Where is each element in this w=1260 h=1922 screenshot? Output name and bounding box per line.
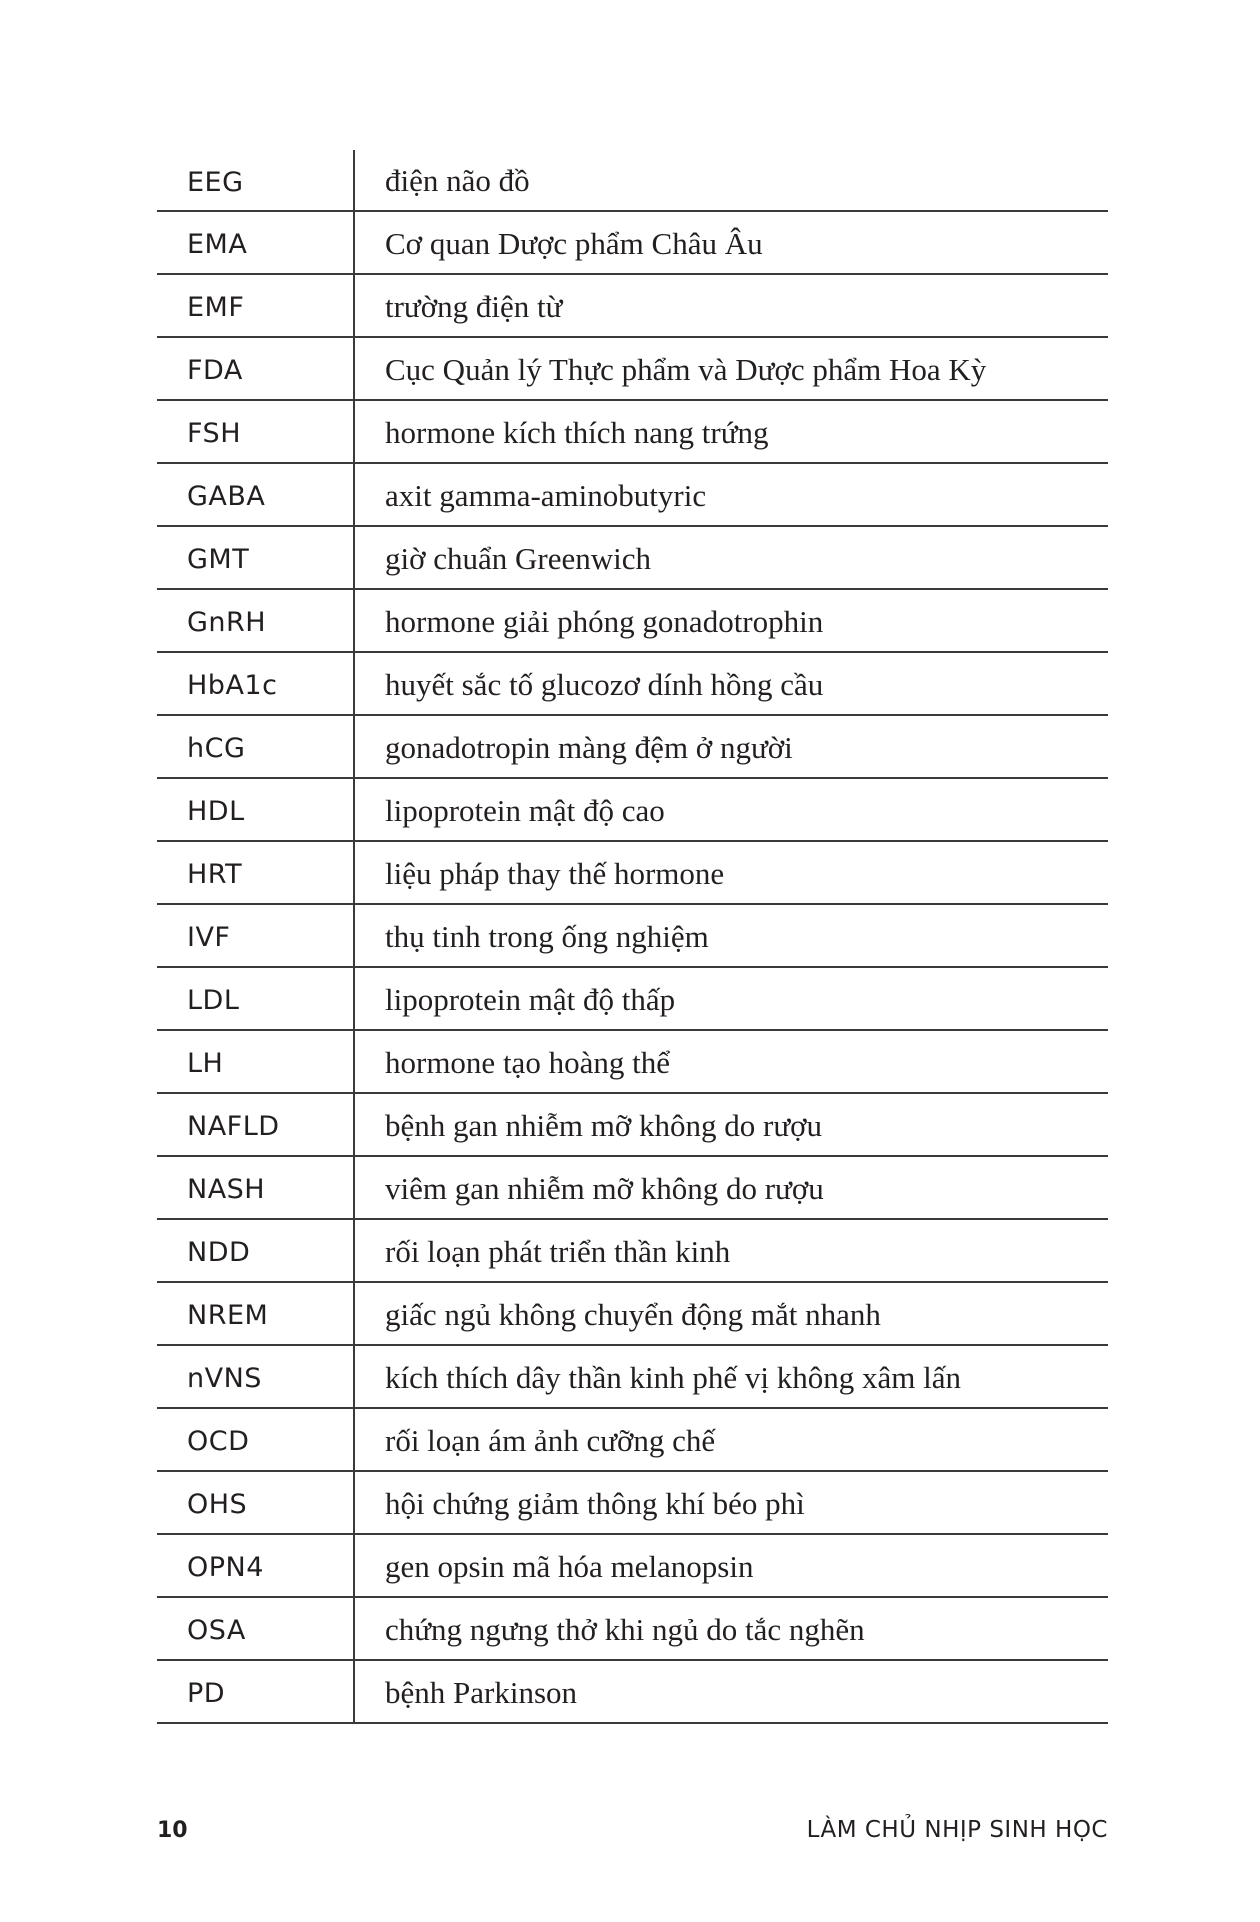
column-divider (353, 212, 355, 275)
column-divider (353, 338, 355, 401)
column-divider (353, 527, 355, 590)
meaning-cell: hormone kích thích nang trứng (385, 414, 769, 450)
page-footer (157, 1813, 1108, 1847)
table-row (157, 401, 1108, 464)
abbreviation-cell: IVF (187, 922, 231, 953)
abbreviation-cell: LH (187, 1048, 224, 1079)
column-divider (353, 968, 355, 1031)
table-row (157, 779, 1108, 842)
abbreviation-cell: NDD (187, 1237, 251, 1268)
abbreviation-cell: nVNS (187, 1363, 262, 1394)
meaning-cell: bệnh Parkinson (385, 1674, 578, 1710)
table-row (157, 1661, 1108, 1724)
meaning-cell: hội chứng giảm thông khí béo phì (385, 1485, 805, 1521)
table-row (157, 275, 1108, 338)
column-divider (353, 1220, 355, 1283)
abbreviation-cell: NAFLD (187, 1111, 280, 1142)
table-row (157, 842, 1108, 905)
table-row (157, 1094, 1108, 1157)
meaning-cell: rối loạn phát triển thần kinh (385, 1233, 731, 1269)
table-row (157, 1346, 1108, 1409)
meaning-cell: giấc ngủ không chuyển động mắt nhanh (385, 1296, 881, 1332)
column-divider (353, 1598, 355, 1661)
abbreviation-cell: NREM (187, 1300, 269, 1331)
column-divider (353, 1346, 355, 1409)
meaning-cell: thụ tinh trong ống nghiệm (385, 918, 709, 954)
abbreviation-cell: HDL (187, 796, 245, 827)
column-divider (353, 464, 355, 527)
table-row (157, 1472, 1108, 1535)
column-divider (353, 779, 355, 842)
column-divider (353, 150, 355, 212)
table-row (157, 338, 1108, 401)
abbreviation-cell: GABA (187, 481, 266, 512)
column-divider (353, 1094, 355, 1157)
abbreviation-cell: hCG (187, 733, 246, 764)
table-row (157, 968, 1108, 1031)
table-row (157, 905, 1108, 968)
meaning-cell: lipoprotein mật độ cao (385, 792, 665, 828)
column-divider (353, 716, 355, 779)
abbreviation-table (157, 150, 1108, 1724)
abbreviation-cell: FSH (187, 418, 241, 449)
abbreviation-cell: OHS (187, 1489, 248, 1520)
column-divider (353, 653, 355, 716)
column-divider (353, 842, 355, 905)
column-divider (353, 1031, 355, 1094)
abbreviation-cell: PD (187, 1678, 226, 1709)
abbreviation-cell: OCD (187, 1426, 250, 1457)
abbreviation-cell: HbA1c (187, 670, 278, 701)
table-row (157, 1157, 1108, 1220)
meaning-cell: Cục Quản lý Thực phẩm và Dược phẩm Hoa Kỳ (385, 351, 987, 387)
abbreviation-cell: GnRH (187, 607, 267, 638)
table-row (157, 1535, 1108, 1598)
abbreviation-cell: FDA (187, 355, 243, 386)
abbreviation-cell: EEG (187, 166, 244, 198)
meaning-cell: bệnh gan nhiễm mỡ không do rượu (385, 1107, 823, 1143)
meaning-cell: viêm gan nhiễm mỡ không do rượu (385, 1170, 824, 1206)
running-title: LÀM CHỦ NHỊP SINH HỌC (806, 1817, 1108, 1843)
abbreviation-cell: OPN4 (187, 1552, 264, 1583)
abbreviation-cell: EMA (187, 229, 248, 260)
column-divider (353, 1535, 355, 1598)
table-row (157, 716, 1108, 779)
table-row (157, 653, 1108, 716)
abbreviation-cell: NASH (187, 1174, 266, 1205)
meaning-cell: gonadotropin màng đệm ở người (385, 729, 793, 765)
table-row (157, 1283, 1108, 1346)
table-row (157, 150, 1108, 212)
meaning-cell: chứng ngưng thở khi ngủ do tắc nghẽn (385, 1611, 865, 1647)
meaning-cell: Cơ quan Dược phẩm Châu Âu (385, 225, 763, 261)
meaning-cell: giờ chuẩn Greenwich (385, 540, 652, 576)
table-row (157, 1598, 1108, 1661)
abbreviation-cell: OSA (187, 1615, 246, 1646)
meaning-cell: kích thích dây thần kinh phế vị không xâm lấn (385, 1359, 961, 1395)
table-row (157, 590, 1108, 653)
abbreviation-cell: EMF (187, 292, 245, 323)
column-divider (353, 905, 355, 968)
meaning-cell: trường điện từ (385, 288, 563, 324)
column-divider (353, 1283, 355, 1346)
table-row (157, 1031, 1108, 1094)
column-divider (353, 590, 355, 653)
meaning-cell: điện não đồ (385, 163, 530, 198)
column-divider (353, 275, 355, 338)
meaning-cell: hormone giải phóng gonadotrophin (385, 603, 824, 639)
table-row (157, 527, 1108, 590)
meaning-cell: liệu pháp thay thế hormone (385, 855, 725, 891)
table-row (157, 464, 1108, 527)
abbreviation-cell: HRT (187, 859, 243, 890)
column-divider (353, 1157, 355, 1220)
meaning-cell: hormone tạo hoàng thể (385, 1044, 670, 1080)
abbreviation-cell: GMT (187, 544, 250, 575)
column-divider (353, 401, 355, 464)
page-number: 10 (157, 1817, 188, 1843)
meaning-cell: huyết sắc tố glucozơ dính hồng cầu (385, 666, 824, 702)
meaning-cell: lipoprotein mật độ thấp (385, 981, 676, 1017)
table-row (157, 1409, 1108, 1472)
table-row (157, 212, 1108, 275)
meaning-cell: axit gamma-aminobutyric (385, 477, 707, 513)
abbreviation-cell: LDL (187, 985, 240, 1016)
column-divider (353, 1472, 355, 1535)
column-divider (353, 1409, 355, 1472)
meaning-cell: rối loạn ám ảnh cưỡng chế (385, 1422, 716, 1458)
column-divider (353, 1661, 355, 1724)
table-row (157, 1220, 1108, 1283)
meaning-cell: gen opsin mã hóa melanopsin (385, 1548, 754, 1584)
